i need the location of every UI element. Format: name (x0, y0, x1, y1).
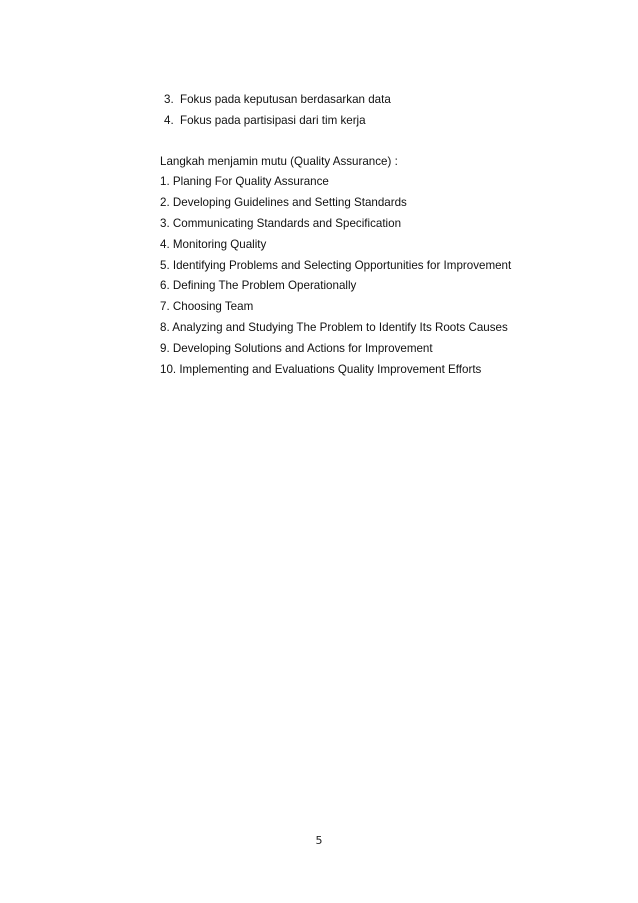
step-item: 10. Implementing and Evaluations Quality Improvement Efforts (160, 362, 482, 376)
list-item-text: Fokus pada partisipasi dari tim kerja (180, 113, 366, 127)
step-item: 9. Developing Solutions and Actions for Improvement (160, 341, 433, 355)
list-item (160, 111, 600, 132)
step-item: 7. Choosing Team (160, 300, 254, 314)
page-number: 5 (315, 834, 323, 847)
quality-assurance-steps (160, 172, 600, 380)
intro-numbered-list (160, 90, 600, 132)
step-item: 3. Communicating Standards and Specification (160, 216, 402, 230)
step-item: 8. Analyzing and Studying The Problem to Identify Its Roots Causes (160, 320, 508, 334)
page-content (160, 90, 600, 380)
step-item: 2. Developing Guidelines and Setting Standards (160, 196, 407, 210)
step-item: 5. Identifying Problems and Selecting Opportunities for Improvement (160, 258, 512, 272)
list-item-text: Fokus pada keputusan berdasarkan data (180, 93, 391, 106)
list-item (160, 90, 600, 111)
list-item-number: 3. (164, 93, 174, 106)
section-heading: Langkah menjamin mutu (Quality Assurance) : (160, 154, 398, 168)
step-item: 4. Monitoring Quality (160, 237, 267, 251)
step-item: 1. Planing For Quality Assurance (160, 175, 329, 189)
list-item-number: 4. (164, 113, 174, 127)
step-item: 6. Defining The Problem Operationally (160, 279, 357, 293)
